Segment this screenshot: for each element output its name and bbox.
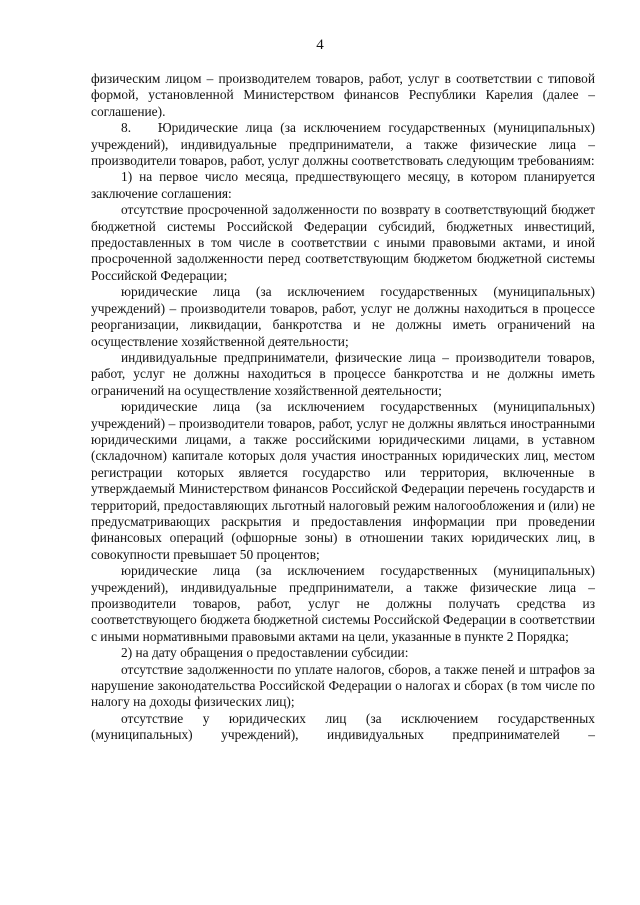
paragraph-no-other-funding: юридические лица (за исключением государственных (муниципальных) учреждений), индивидуальные предприниматели, а также физические лица – производители товаров, работ, услуг не должны получать средства из соответствующего бюджета бюджетной системы Российской Федерации в соответствии с иными нормативными правовыми актами на цели, указанные в пункте 2 Порядка;	[91, 563, 595, 644]
document-body	[91, 71, 595, 744]
paragraph-no-reorganization: юридические лица (за исключением государственных (муниципальных) учреждений) – производители товаров, работ, услуг не должны находиться в процессе реорганизации, ликвидации, банкротства и не должны иметь ограничений на осуществление хозяйственной деятельности;	[91, 284, 595, 349]
paragraph-no-bankruptcy: индивидуальные предприниматели, физические лица – производители товаров, работ, услуг не должны находиться в процессе банкротства и не должны иметь ограничений на осуществление хозяйственной деятельности;	[91, 349, 595, 398]
paragraph-no-foreign-entities: юридические лица (за исключением государственных (муниципальных) учреждений) – производители товаров, работ, услуг не должны являться иностранными юридическими лицами, а также российскими юридическими лицами, в уставном (складочном) капитале которых доля участия иностранных юридических лиц, местом регистрации которых является государство или территория, включенные в утверждаемый Министерством финансов Российской Федерации перечень государств и территорий, предоставляющих льготный налоговый режим налогообложения и (или) не предусматривающих раскрытия и предоставления информации при проведении финансовых операций (офшорные зоны) в отношении таких юридических лиц, в совокупности превышает 50 процентов;	[91, 399, 595, 562]
paragraph-agreement-definition: физическим лицом – производителем товаров, работ, услуг в соответствии с типовой формой, установленной Министерством финансов Республики Карелия (далее – соглашение).	[91, 71, 595, 119]
paragraph-continued: отсутствие у юридических лиц (за исключением государственных (муниципальных) учреждений), индивидуальных предпринимателей –	[91, 710, 595, 743]
paragraph-subitem-2: 2) на дату обращения о предоставлении субсидии:	[121, 645, 409, 661]
page-number: 4	[316, 37, 324, 53]
paragraph-no-tax-debt: отсутствие задолженности по уплате налогов, сборов, а также пеней и штрафов за нарушение законодательства Российской Федерации о налогах и сборах (в том числе по налогу на доходы физических лиц);	[91, 661, 595, 710]
paragraph-item-8: 8. Юридические лица (за исключением государственных (муниципальных) учреждений), индивидуальные предприниматели, а также физические лица – производители товаров, работ, услуг должны соответствовать следующим требованиям:	[91, 120, 595, 169]
paragraph-subitem-1: 1) на первое число месяца, предшествующего месяцу, в котором планируется заключение соглашения:	[91, 169, 595, 201]
paragraph-no-overdue-debt: отсутствие просроченной задолженности по возврату в соответствующий бюджет бюджетной системы Российской Федерации субсидий, бюджетных инвестиций, предоставленных в том числе в соответствии с иными правовыми актами, и иной просроченной задолженности перед соответствующим бюджетом бюджетной системы Российской Федерации;	[91, 202, 595, 283]
